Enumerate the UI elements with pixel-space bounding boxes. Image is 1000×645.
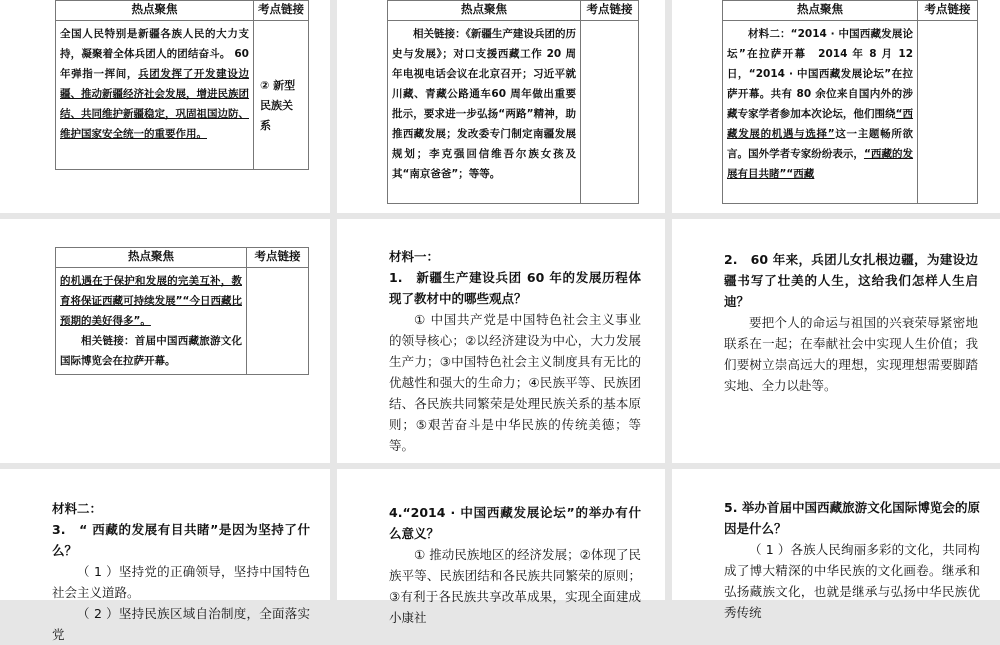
focus-table	[55, 247, 309, 375]
slide-panel-9	[672, 469, 1000, 620]
question-text: 4.“2014 · 中国西藏发展论坛”的举办有什么意义？	[389, 505, 641, 541]
answer-text: （ 1 ）各族人民绚丽多彩的文化，共同构成了博大精深的中华民族的文化画卷。继承和弘扬藏族文化，也就是继承与弘扬中华民族优秀传统	[724, 542, 980, 620]
link-header: 考点链接	[247, 248, 309, 268]
link-text: ② 新型民族关系	[260, 79, 296, 132]
question-block	[52, 498, 310, 645]
related-link-text: 《新疆生产建设兵团的历史与发展》；对口支援西藏工作 20 周年电视电话会议在北京召开；习近平就川藏、青藏公路通车60 周年做出重要批示，要求进一步弘扬“两路”精神，助推西藏发展；发改委专门制定南疆发展规划；李克强回信维吾尔族女孩及其“南京爸爸”；等等。	[392, 28, 577, 180]
focus-table	[55, 0, 309, 170]
slide-panel-2	[337, 0, 665, 213]
slide-panel-7	[0, 469, 330, 642]
question-text: 2. 60 年来，兵团儿女扎根边疆，为建设边疆书写了壮美的人生，这给我们怎样人生启迪？	[724, 252, 978, 309]
link-cell	[581, 21, 639, 204]
link-cell	[918, 21, 978, 204]
focus-table	[722, 0, 978, 204]
material-text: 在拉萨开幕 2014 年 8 月 12 日，“2014 · 中国西藏发展论坛”在拉萨开幕。共有 80 余位来自国内外的涉藏专家学者参加本次论坛，他们围绕	[727, 48, 913, 120]
slide-panel-1	[0, 0, 330, 213]
focus-cell	[56, 21, 254, 170]
material-underlined-text-2: “西藏的发展有目共睹”“西藏	[727, 148, 914, 180]
slide-panel-6	[672, 219, 1000, 463]
question-block	[389, 502, 641, 628]
focus-text: 全国人民特别是新疆各族人民的大力支持，凝聚着全体兵团人的团结奋斗。 60 年弹指一挥间，	[60, 28, 249, 80]
material-label: 材料二：	[52, 501, 103, 516]
focus-cell	[56, 268, 247, 375]
related-link-label: 相关链接：	[413, 28, 466, 40]
question-text: 1. 新疆生产建设兵团 60 年的发展历程体现了教材中的哪些观点？	[389, 270, 641, 306]
answer-text: 要把个人的命运与祖国的兴衰荣辱紧密地联系在一起；在奉献社会中实现人生价值；我们要树立崇高远大的理想，实现理想需要脚踏实地、全力以赴等。	[724, 315, 978, 393]
focus-underlined-text: 兵团发挥了开发建设边疆、推动新疆经济社会发展，增进民族团结、共同维护新疆稳定，巩固祖国边防、维护国家安全统一的重要作用。	[60, 68, 249, 140]
material-label: 材料一：	[389, 249, 440, 264]
related-link-text: 首届中国西藏旅游文化国际博览会在拉萨开幕。	[60, 335, 242, 367]
focus-cell	[723, 21, 918, 204]
answer-text-1: （ 1 ）坚持党的正确领导，坚持中国特色社会主义道路。	[52, 564, 310, 600]
link-header: 考点链接	[254, 1, 309, 21]
question-block	[724, 249, 978, 396]
material-text-2: 这一主题畅所欲言。国外学者专家纷纷表示，	[727, 128, 914, 160]
focus-header: 热点聚焦	[388, 1, 581, 21]
focus-cell	[388, 21, 581, 204]
answer-text: ① 推动民族地区的经济发展；②体现了民族平等、民族团结和各民族共同繁荣的原则；③有利于各民族共享改革成果，实现全面建成小康社	[389, 547, 641, 625]
material-title: 材料二：“2014 · 中国西藏发展论坛”	[727, 28, 913, 60]
link-cell	[254, 21, 309, 170]
slide-panel-4	[0, 219, 330, 463]
question-text: 5. 举办首届中国西藏旅游文化国际博览会的原因是什么？	[724, 500, 980, 536]
slide-panel-8	[337, 469, 665, 625]
slide-panel-5	[337, 219, 665, 463]
focus-header: 热点聚焦	[56, 1, 254, 21]
link-header: 考点链接	[581, 1, 639, 21]
link-cell	[247, 268, 309, 375]
slide-panel-3	[672, 0, 1000, 213]
question-block	[389, 246, 641, 456]
focus-header: 热点聚焦	[723, 1, 918, 21]
focus-header: 热点聚焦	[56, 248, 247, 268]
answer-text-2: （ 2 ）坚持民族区域自治制度，全面落实党	[52, 606, 310, 642]
related-link-label: 相关链接：	[81, 335, 135, 347]
answer-text: ① 中国共产党是中国特色社会主义事业的领导核心；②以经济建设为中心，大力发展生产力；③中国特色社会主义制度具有无比的优越性和强大的生命力；④民族平等、民族团结、各民族共同繁荣是处理民族关系的基本原则；⑤艰苦奋斗是中华民族的传统美德；等等。	[389, 312, 641, 453]
question-block	[724, 497, 980, 623]
question-text: 3. “ 西藏的发展有目共睹”是因为坚持了什么？	[52, 522, 310, 558]
focus-underlined-text: 的机遇在于保护和发展的完美互补，教育将保证西藏可持续发展”“今日西藏比预期的美好得多”。	[60, 275, 242, 327]
link-header: 考点链接	[918, 1, 978, 21]
material-underlined-text: “西藏发展的机遇与选择”	[727, 108, 913, 140]
focus-table	[387, 0, 639, 204]
